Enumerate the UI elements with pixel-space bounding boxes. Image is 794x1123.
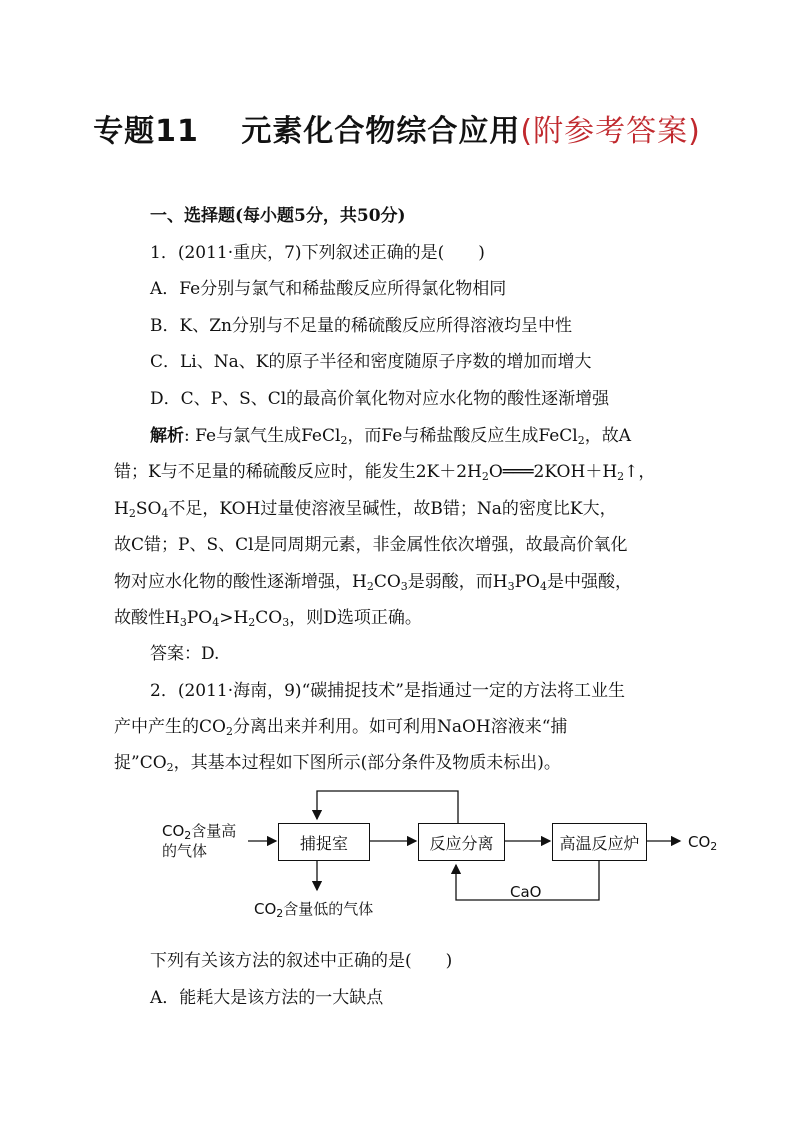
- analysis-text: ↑，: [624, 462, 656, 482]
- low-text: 含量低的气体: [283, 900, 374, 918]
- q1-option-b: B．K、Zn分别与不足量的稀硫酸反应所得溶液均呈中性: [150, 316, 572, 336]
- analysis-text: 是弱酸，而H: [407, 572, 508, 592]
- analysis-text: CO: [255, 608, 283, 628]
- q2-text: 产中产生的CO: [114, 717, 226, 737]
- analysis-text: 物对应水化物的酸性逐渐增强，H: [114, 572, 367, 592]
- capture-chamber-box: 捕捉室: [278, 823, 370, 861]
- q2-line-1: 2．(2011·海南，9)“碳捕捉技术”是指通过一定的方法将工业生: [150, 681, 625, 701]
- q1-stem: 1．(2011·重庆，7)下列叙述正确的是( ): [150, 243, 485, 263]
- q1-option-c: C．Li、Na、K的原子半径和密度随原子序数的增加而增大: [150, 352, 592, 372]
- page-title: [0, 106, 794, 150]
- analysis-text: >H: [219, 608, 249, 628]
- subscript: 2: [481, 470, 489, 483]
- cao-label: CaO: [510, 883, 542, 901]
- subscript: 2: [340, 434, 348, 447]
- subscript: 2: [710, 840, 718, 853]
- subscript: 2: [248, 616, 256, 629]
- output-text: CO: [688, 833, 711, 851]
- low-co2-gas-label: [254, 899, 373, 919]
- analysis-text: ，故A: [584, 426, 632, 446]
- analysis-text: PO: [514, 572, 540, 592]
- analysis-line-6: 故酸性$H_3PO_4>H_2CO_3$，则D选项正确。: [114, 608, 422, 629]
- process-diagram: [150, 785, 730, 935]
- analysis-text: SO: [135, 499, 162, 519]
- analysis-text: H: [114, 499, 129, 519]
- subscript: 2: [617, 470, 625, 483]
- q1-option-a: A．Fe分别与氯气和稀盐酸反应所得氯化物相同: [150, 279, 507, 299]
- analysis-line-1: 解析: Fe与氯气生成FeCl$_2$，而Fe与稀盐酸反应生成FeCl$_2$，故A: [150, 426, 632, 447]
- analysis-line-4: 故C错；P、S、Cl是同周期元素，非金属性依次增强，故最高价氧化: [114, 535, 628, 555]
- subscript: 2: [184, 829, 192, 842]
- q2-text: ，其基本过程如下图所示(部分条件及物质未标出)。: [173, 753, 561, 773]
- q2-option-a: A．能耗大是该方法的一大缺点: [150, 988, 384, 1008]
- q2-text: 捉”CO: [114, 753, 167, 773]
- input-text: CO: [162, 822, 185, 840]
- title-main: 专题11 元素化合物综合应用: [93, 114, 521, 149]
- analysis-text: PO: [186, 608, 213, 628]
- title-suffix: (附参考答案): [520, 114, 701, 149]
- analysis-text: CO: [373, 572, 401, 592]
- analysis-text: Fe与氯气生成FeCl: [195, 426, 341, 446]
- section-heading: 一、选择题(每小题5分，共50分): [150, 206, 406, 226]
- input-gas-label: [162, 821, 236, 861]
- subscript: 2: [128, 507, 136, 520]
- analysis-line-2: [114, 457, 655, 482]
- analysis-text: 不足，KOH过量使溶液呈碱性，故B错；Na的密度比K大，: [168, 499, 617, 519]
- subscript: 2: [276, 907, 284, 920]
- input-text: 的气体: [162, 842, 208, 860]
- analysis-text: 故酸性H: [114, 608, 180, 628]
- subscript: 2: [166, 761, 174, 774]
- analysis-text: ，而Fe与稀盐酸反应生成FeCl: [347, 426, 578, 446]
- q1-option-d: D．C、P、S、Cl的最高价氧化物对应水化物的酸性逐渐增强: [150, 389, 610, 409]
- subscript: 2: [577, 434, 585, 447]
- subscript: 2: [225, 725, 233, 738]
- output-co2-label: [688, 832, 717, 852]
- high-temp-furnace-box: 高温反应炉: [552, 823, 647, 861]
- input-text: 含量高: [191, 822, 237, 840]
- analysis-text: 是中强酸，: [547, 572, 632, 592]
- subscript: 2: [366, 580, 374, 593]
- q2-text: 分离出来并利用。如可利用NaOH溶液来“捕: [232, 717, 568, 737]
- q2-stem: 下列有关该方法的叙述中正确的是( ): [150, 951, 453, 971]
- answer: 答案：D.: [150, 644, 220, 664]
- low-text: CO: [254, 900, 277, 918]
- analysis-text: 错；K与不足量的稀硫酸反应时，能发生2K＋2H: [114, 462, 482, 482]
- analysis-label: 解析: [150, 426, 184, 446]
- q2-line-3: [114, 748, 561, 773]
- analysis-line-3: $H_2SO_4$不足，KOH过量使溶液呈碱性，故B错；Na的密度比K大，: [114, 499, 617, 520]
- analysis-line-5: 物对应水化物的酸性逐渐增强，$H_2CO_3$是弱酸，而$H_3PO_4$是中强酸，: [114, 572, 632, 593]
- analysis-text: ，则D选项正确。: [289, 608, 422, 628]
- analysis-text: O═══2KOH＋H: [488, 462, 618, 482]
- reaction-separation-box: 反应分离: [418, 823, 505, 861]
- q2-line-2: [114, 712, 567, 737]
